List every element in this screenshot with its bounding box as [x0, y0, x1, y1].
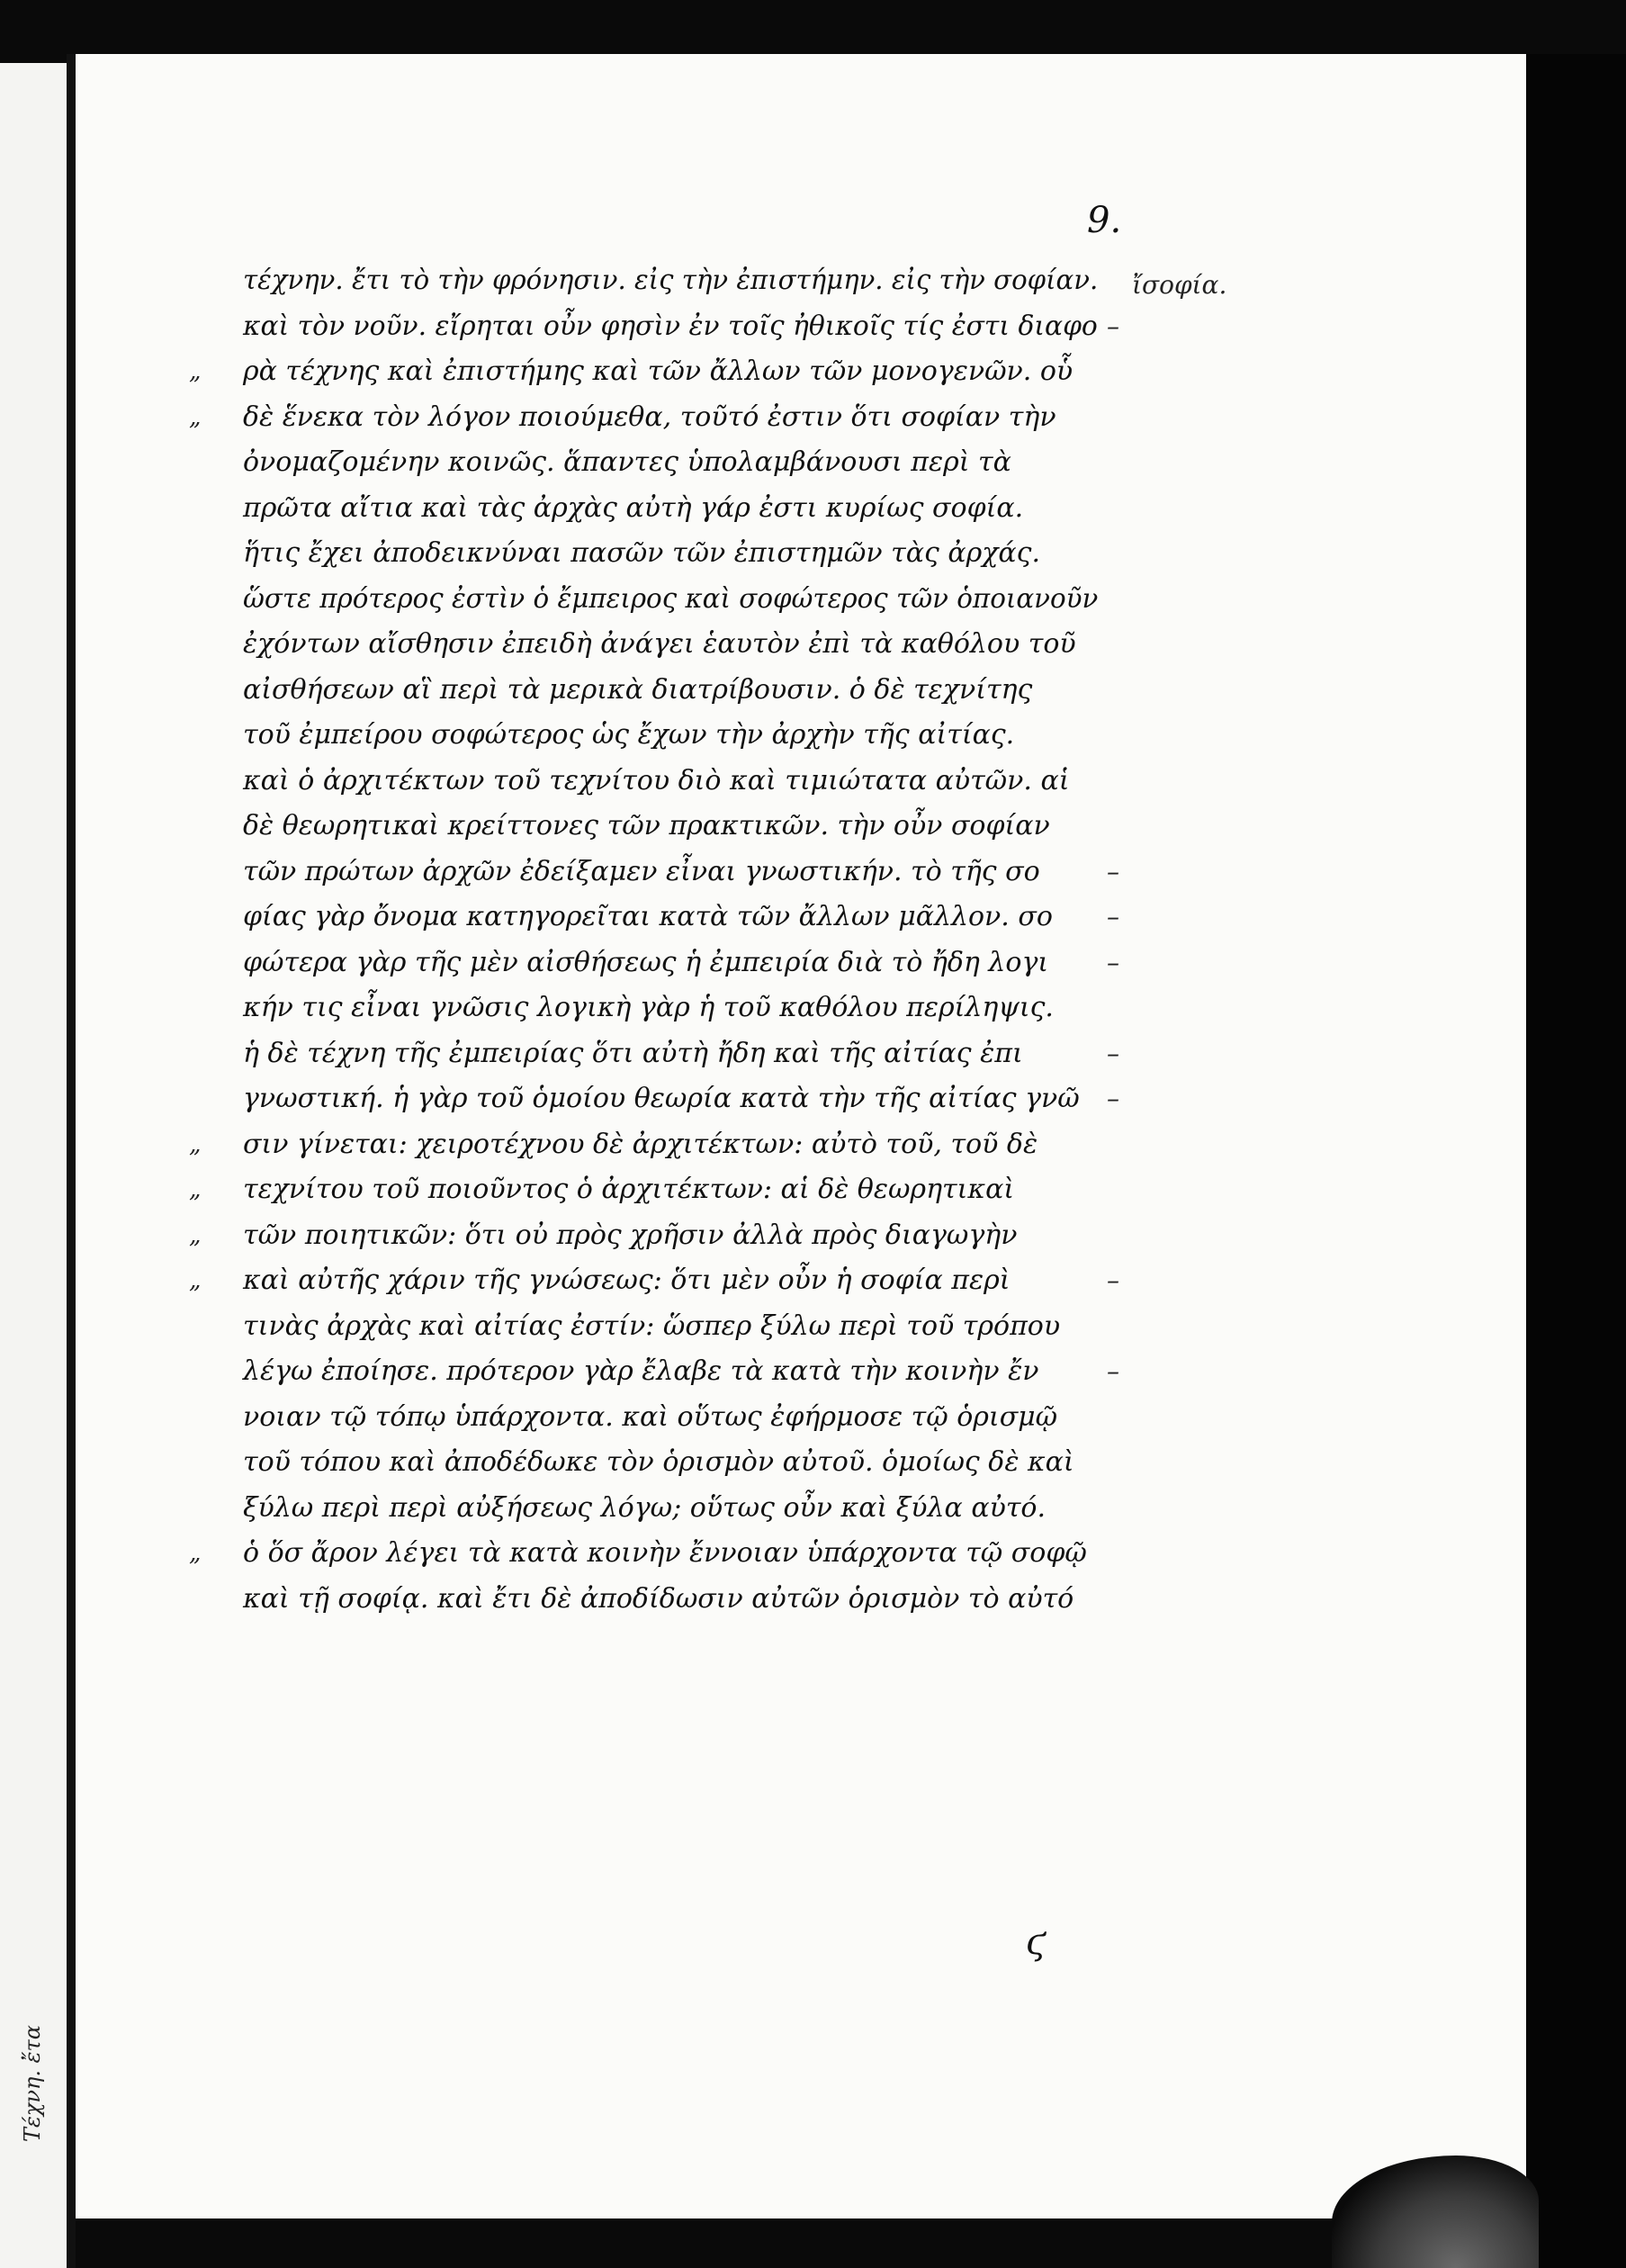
line-text: φίας γὰρ ὄνομα κατηγορεῖται κατὰ τῶν ἄλλων μᾶλλον. σο: [243, 901, 1053, 932]
quotation-mark: „: [189, 1130, 202, 1158]
line-text: τέχνην. ἔτι τὸ τὴν φρόνησιν. εἰς τὴν ἐπιστήμην. εἰς τὴν σοφίαν.: [243, 265, 1099, 296]
line-text: ὀνομαζομένην κοινῶς. ἅπαντες ὑπολαμβάνουσι περὶ τὰ: [243, 446, 1011, 478]
text-line: [243, 1577, 1134, 1623]
line-hyphen: –: [1107, 902, 1119, 932]
text-line: [243, 1304, 1134, 1350]
catchword: ϛ: [1026, 1922, 1047, 1963]
margin-note-right: ἴσοφία.: [1132, 270, 1227, 300]
line-text: τοῦ τόπου καὶ ἀποδέδωκε τὸν ὁρισμὸν αὐτοῦ. ὁμοίως δὲ καὶ: [243, 1446, 1074, 1478]
line-text: τινὰς ἀρχὰς καὶ αἰτίας ἐστίν: ὥσπερ ξύλω περὶ τοῦ τρόπου: [243, 1310, 1061, 1342]
text-line: [243, 668, 1134, 714]
text-line: [243, 1076, 1134, 1122]
text-line: [243, 804, 1134, 850]
page-edge-shadow: [1526, 54, 1626, 2268]
line-text: λέγω ἐποίησε. πρότερον γὰρ ἔλαβε τὰ κατὰ τὴν κοινὴν ἔν: [243, 1355, 1039, 1387]
folio-number: 9.: [1087, 200, 1122, 241]
line-text: δὲ θεωρητικαὶ κρείττονες τῶν πρακτικῶν. τὴν οὖν σοφίαν: [243, 810, 1050, 842]
text-line: [243, 304, 1134, 350]
line-text: ὁ ὅσ ἄρον λέγει τὰ κατὰ κοινὴν ἔννοιαν ὑπάρχοντα τῷ σοφῷ: [243, 1537, 1087, 1569]
quotation-mark: „: [189, 1176, 202, 1203]
line-hyphen: –: [1107, 856, 1119, 886]
text-line: [189, 1213, 1134, 1259]
quotation-mark: „: [189, 1221, 202, 1249]
line-hyphen: –: [1107, 1038, 1119, 1068]
quotation-mark: „: [189, 403, 202, 431]
line-text: ἥτις ἔχει ἀποδεικνύναι πασῶν τῶν ἐπιστημῶν τὰς ἀρχάς.: [243, 537, 1040, 569]
text-line: [189, 1122, 1134, 1168]
line-text: καὶ τῇ σοφίᾳ. καὶ ἔτι δὲ ἀποδίδωσιν αὐτῶν ὁρισμὸν τὸ αὐτό: [243, 1582, 1074, 1615]
manuscript-text-block: [189, 258, 1134, 1622]
text-line: [243, 1031, 1134, 1077]
line-text: κήν τις εἶναι γνῶσις λογικὴ γὰρ ἡ τοῦ καθόλου περίληψις.: [243, 992, 1054, 1023]
line-text: ξύλω περὶ περὶ αὐξήσεως λόγω; οὕτως οὖν καὶ ξύλα αὐτό.: [243, 1491, 1047, 1524]
line-text: καὶ τὸν νοῦν. εἴρηται οὖν φησὶν ἐν τοῖς ἠθικοῖς τίς ἐστι διαφο: [243, 310, 1098, 342]
line-text: καὶ ὁ ἀρχιτέκτων τοῦ τεχνίτου διὸ καὶ τιμιώτατα αὐτῶν. αἱ: [243, 764, 1070, 796]
text-line: [189, 395, 1134, 441]
line-text: τῶν ποιητικῶν: ὅτι οὐ πρὸς χρῆσιν ἀλλὰ πρὸς διαγωγὴν: [243, 1219, 1018, 1251]
margin-note-left: Τέχνη. ἔτα: [20, 2024, 45, 2142]
text-line: [243, 940, 1134, 986]
text-line: [243, 1440, 1134, 1486]
line-text: αἰσθήσεων αἳ περὶ τὰ μερικὰ διατρίβουσιν. ὁ δὲ τεχνίτης: [243, 673, 1033, 706]
text-line: [243, 440, 1134, 486]
quotation-mark: „: [189, 358, 202, 385]
text-line: [243, 759, 1134, 805]
text-line: [243, 895, 1134, 940]
line-text: φώτερα γὰρ τῆς μὲν αἰσθήσεως ἡ ἐμπειρία διὰ τὸ ἤδη λογι: [243, 946, 1049, 978]
text-line: [189, 349, 1134, 395]
line-text: ἡ δὲ τέχνη τῆς ἐμπειρίας ὅτι αὐτὴ ἤδη καὶ τῆς αἰτίας ἐπι: [243, 1037, 1023, 1069]
text-line: [189, 1167, 1134, 1213]
facing-page-edge: [0, 63, 68, 2268]
quotation-mark: „: [189, 1267, 202, 1294]
line-text: πρῶτα αἴτια καὶ τὰς ἀρχὰς αὐτὴ γάρ ἐστι κυρίως σοφία.: [243, 491, 1024, 524]
text-line: [243, 258, 1134, 304]
line-text: δὲ ἕνεκα τὸν λόγον ποιούμεθα, τοῦτό ἐστιν ὅτι σοφίαν τὴν: [243, 400, 1056, 433]
text-line: [243, 577, 1134, 623]
text-line: [243, 531, 1134, 577]
text-line: [243, 1395, 1134, 1441]
line-text: γνωστική. ἡ γὰρ τοῦ ὁμοίου θεωρία κατὰ τὴν τῆς αἰτίας γνῶ: [243, 1083, 1080, 1114]
binding-gutter: [67, 54, 76, 2268]
quotation-mark: „: [189, 1540, 202, 1567]
text-line: [243, 713, 1134, 759]
line-text: ἐχόντων αἴσθησιν ἐπειδὴ ἀνάγει ἑαυτὸν ἐπὶ τὰ καθόλου τοῦ: [243, 628, 1076, 660]
text-line: [243, 1349, 1134, 1395]
text-line: [189, 1531, 1134, 1577]
text-line: [243, 486, 1134, 532]
line-text: τοῦ ἐμπείρου σοφώτερος ὡς ἔχων τὴν ἀρχὴν τῆς αἰτίας.: [243, 719, 1015, 751]
line-text: τῶν πρώτων ἀρχῶν ἐδείξαμεν εἶναι γνωστικήν. τὸ τῆς σο: [243, 855, 1040, 887]
line-text: σιν γίνεται: χειροτέχνου δὲ ἀρχιτέκτων: αὐτὸ τοῦ, τοῦ δὲ: [243, 1128, 1038, 1160]
line-text: τεχνίτου τοῦ ποιοῦντος ὁ ἀρχιτέκτων: αἱ δὲ θεωρητικαὶ: [243, 1174, 1015, 1205]
line-text: ὥστε πρότερος ἐστὶν ὁ ἔμπειρος καὶ σοφώτερος τῶν ὁποιανοῦν: [243, 582, 1099, 615]
line-hyphen: –: [1107, 310, 1119, 341]
line-hyphen: –: [1107, 1265, 1119, 1295]
line-text: καὶ αὐτῆς χάριν τῆς γνώσεως: ὅτι μὲν οὖν ἡ σοφία περὶ: [243, 1264, 1011, 1296]
text-line: [243, 850, 1134, 896]
text-line: [243, 1486, 1134, 1532]
line-hyphen: –: [1107, 1356, 1119, 1386]
line-text: νοιαν τῷ τόπῳ ὑπάρχοντα. καὶ οὕτως ἐφήρμοσε τῷ ὁρισμῷ: [243, 1400, 1058, 1433]
text-line: [189, 1258, 1134, 1304]
text-line: [243, 986, 1134, 1031]
line-hyphen: –: [1107, 947, 1119, 977]
line-hyphen: –: [1107, 1084, 1119, 1113]
text-line: [243, 622, 1134, 668]
line-text: ρὰ τέχνης καὶ ἐπιστήμης καὶ τῶν ἄλλων τῶν μονογενῶν. οὗ: [243, 356, 1074, 387]
